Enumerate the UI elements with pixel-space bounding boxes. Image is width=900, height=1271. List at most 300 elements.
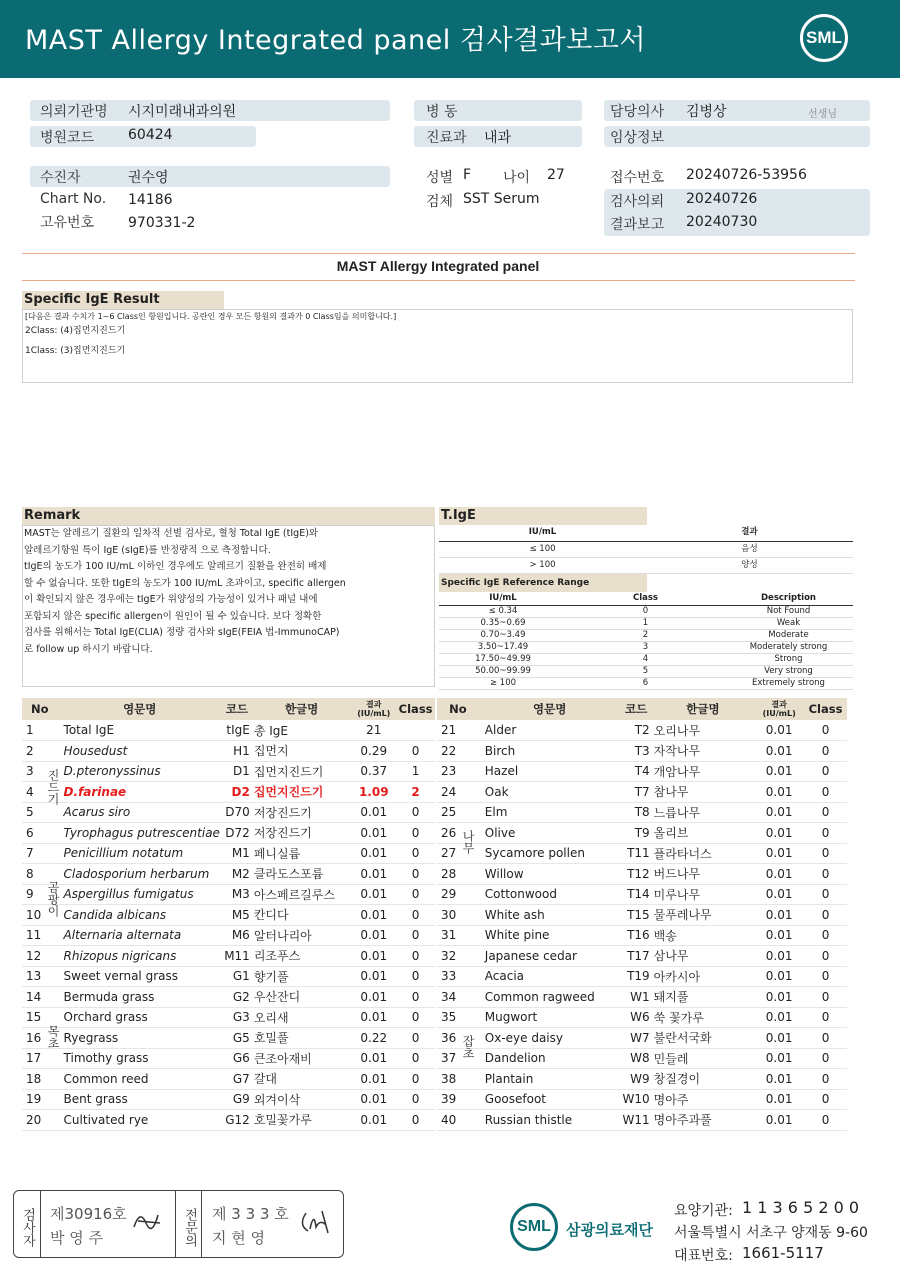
- ref-cell: 6: [567, 677, 724, 689]
- row-code: M11: [222, 946, 252, 967]
- tige-table: [439, 525, 853, 574]
- ref-row: [439, 677, 853, 689]
- results-table-right: [437, 698, 847, 1131]
- results-header-row: [22, 698, 435, 720]
- row-result: 0.01: [754, 1110, 804, 1131]
- ref-cell: 5: [567, 665, 724, 677]
- sign1-no: 제30916호: [50, 1205, 127, 1223]
- row-class: 0: [396, 884, 435, 905]
- hcode-value: 60424: [128, 127, 173, 143]
- remark-text: [24, 526, 346, 658]
- row-result: 0.01: [351, 1007, 396, 1028]
- row-no: 2: [22, 741, 58, 762]
- row-en: Alternaria alternata: [58, 925, 222, 946]
- row-result: 0.01: [754, 1048, 804, 1069]
- dept-value: 내과: [484, 130, 512, 146]
- table-row: [437, 1110, 847, 1131]
- row-en: Elm: [479, 802, 621, 823]
- row-ko: 미루나무: [652, 884, 755, 905]
- row-result: 0.01: [754, 843, 804, 864]
- row-ko: 호밀꽃가루: [252, 1110, 352, 1131]
- row-code: D70: [222, 802, 252, 823]
- row-code: G1: [222, 966, 252, 987]
- row-result: 0.01: [351, 884, 396, 905]
- row-no: 20: [22, 1110, 58, 1131]
- row-ko: 명아주: [652, 1089, 755, 1110]
- row-no: 3: [22, 761, 58, 782]
- sign1-role: 검사자: [20, 1207, 35, 1247]
- table-row: [437, 802, 847, 823]
- row-no: 38: [437, 1069, 479, 1090]
- divider-bottom: [22, 280, 855, 281]
- table-row: [437, 884, 847, 905]
- row-result: 1.09: [351, 782, 396, 803]
- row-en: Mugwort: [479, 1007, 621, 1028]
- row-ko: 저장진드기: [252, 802, 352, 823]
- org-logo: SML: [510, 1203, 558, 1251]
- table-row: [437, 720, 847, 741]
- row-ko: 창질경이: [652, 1069, 755, 1090]
- row-result: 0.01: [351, 823, 396, 844]
- row-result: 0.01: [754, 864, 804, 885]
- row-class: 0: [804, 1110, 847, 1131]
- row-no: 21: [437, 720, 479, 741]
- row-class: 0: [804, 761, 847, 782]
- table-row: [22, 966, 435, 987]
- row-ko: 향기풀: [252, 966, 352, 987]
- row-no: 29: [437, 884, 479, 905]
- row-no: 30: [437, 905, 479, 926]
- table-row: [437, 925, 847, 946]
- specific-line: 1Class: (3)집먼지진드기: [25, 346, 126, 356]
- row-ko: 리조푸스: [252, 946, 352, 967]
- row-code: D2: [222, 782, 252, 803]
- row-result: 0.01: [351, 802, 396, 823]
- row-code: T19: [621, 966, 652, 987]
- ref-cell: 50.00~99.99: [439, 665, 567, 677]
- table-row: [22, 1089, 435, 1110]
- report-value: 20240730: [686, 214, 758, 230]
- row-ko: 삼나무: [652, 946, 755, 967]
- sign2-no: 제 3 3 3 호: [212, 1205, 289, 1223]
- table-row: [22, 884, 435, 905]
- row-no: 10: [22, 905, 58, 926]
- row-ko: 쑥 꽃가루: [652, 1007, 755, 1028]
- row-no: 39: [437, 1089, 479, 1110]
- report-label: 결과보고: [610, 217, 665, 233]
- table-row: [437, 1069, 847, 1090]
- row-class: [396, 720, 435, 741]
- row-class: 0: [396, 905, 435, 926]
- col-no: No: [22, 698, 58, 720]
- row-class: 0: [804, 782, 847, 803]
- row-code: W7: [621, 1028, 652, 1049]
- row-code: M2: [222, 864, 252, 885]
- remark-line: 할 수 없습니다. 또한 tIgE의 농도가 100 IU/mL 초과이고, specific allergen: [24, 577, 346, 589]
- row-no: 22: [437, 741, 479, 762]
- row-en: Ryegrass: [58, 1028, 222, 1049]
- row-result: 0.01: [754, 966, 804, 987]
- row-ko: 총 IgE: [252, 720, 352, 741]
- row-ko: 플라타너스: [652, 843, 755, 864]
- table-row: [22, 1007, 435, 1028]
- col-en: 영문명: [479, 698, 621, 720]
- table-row: [22, 946, 435, 967]
- row-result: 0.37: [351, 761, 396, 782]
- row-no: 4: [22, 782, 58, 803]
- specific-note: [다음은 결과 수치가 1~6 Class인 항원입니다. 공란인 경우 모든 항원의 결과가 0 Class임을 의미합니다.]: [25, 312, 397, 321]
- col-class: Class: [396, 698, 435, 720]
- table-row: [22, 1028, 435, 1049]
- row-code: T4: [621, 761, 652, 782]
- ref-table: [439, 593, 853, 690]
- row-code: T8: [621, 802, 652, 823]
- row-result: 0.01: [351, 966, 396, 987]
- org-name: 삼광의료재단: [566, 1221, 653, 1239]
- row-result: 0.01: [754, 741, 804, 762]
- row-ko: 참나무: [652, 782, 755, 803]
- chart-label: Chart No.: [40, 191, 107, 207]
- group-label: 곰팡이: [46, 881, 60, 917]
- row-code: T14: [621, 884, 652, 905]
- row-en: Ox-eye daisy: [479, 1028, 621, 1049]
- row-class: 0: [396, 946, 435, 967]
- row-code: tIgE: [222, 720, 252, 741]
- group-label: 목초: [46, 1024, 60, 1049]
- ref-row: [439, 665, 853, 677]
- row-en: Common ragweed: [479, 987, 621, 1008]
- row-result: 0.01: [351, 1110, 396, 1131]
- table-row: [22, 905, 435, 926]
- specific-line: 2Class: (4)집먼지진드기: [25, 326, 126, 336]
- address: 서울특별시 서초구 양재동 9-60: [674, 1225, 868, 1241]
- row-ko: 오리나무: [652, 720, 755, 741]
- ref-row: [439, 653, 853, 665]
- row-code: T7: [621, 782, 652, 803]
- row-no: 33: [437, 966, 479, 987]
- sex-label: 성별: [426, 170, 454, 186]
- row-en: Russian thistle: [479, 1110, 621, 1131]
- row-ko: 집먼지진드기: [252, 782, 352, 803]
- patient-label: 수진자: [40, 170, 81, 186]
- remark-line: 검사를 위해서는 Total IgE(CLIA) 정량 검사와 sIgE(FEIA 법-ImmunoCAP): [24, 627, 340, 638]
- row-en: Olive: [479, 823, 621, 844]
- row-result: 0.01: [351, 1069, 396, 1090]
- row-ko: 오리새: [252, 1007, 352, 1028]
- row-ko: 자작나무: [652, 741, 755, 762]
- row-no: 1: [22, 720, 58, 741]
- ref-cell: 4: [567, 653, 724, 665]
- sig-divider: [201, 1190, 202, 1258]
- row-class: 0: [804, 1069, 847, 1090]
- row-code: M1: [222, 843, 252, 864]
- uid-label: 고유번호: [40, 215, 95, 231]
- row-en: Dandelion: [479, 1048, 621, 1069]
- row-class: 0: [804, 925, 847, 946]
- row-ko: 돼지풀: [652, 987, 755, 1008]
- ref-col: Class: [567, 593, 724, 605]
- row-class: 0: [804, 1007, 847, 1028]
- row-result: 0.01: [754, 925, 804, 946]
- row-code: W6: [621, 1007, 652, 1028]
- row-no: 31: [437, 925, 479, 946]
- sml-logo: SML: [800, 14, 848, 62]
- inst-no: 1 1 3 6 5 2 0 0: [742, 1198, 860, 1217]
- row-class: 0: [396, 1028, 435, 1049]
- ref-cell: Extremely strong: [724, 677, 853, 689]
- row-en: Cultivated rye: [58, 1110, 222, 1131]
- row-no: 24: [437, 782, 479, 803]
- group-label: 나무: [461, 829, 475, 854]
- patient-value: 권수영: [128, 170, 169, 186]
- sex-value: F: [463, 167, 472, 183]
- table-row: [22, 823, 435, 844]
- table-row: [437, 843, 847, 864]
- row-ko: 칸디다: [252, 905, 352, 926]
- ref-cell: 3.50~17.49: [439, 641, 567, 653]
- row-code: W9: [621, 1069, 652, 1090]
- row-class: 0: [396, 1069, 435, 1090]
- req-value: 20240726: [686, 191, 758, 207]
- ref-cell: 0.35~0.69: [439, 617, 567, 629]
- row-ko: 큰조아재비: [252, 1048, 352, 1069]
- row-no: 6: [22, 823, 58, 844]
- row-result: 0.22: [351, 1028, 396, 1049]
- ref-cell: Very strong: [724, 665, 853, 677]
- row-code: G2: [222, 987, 252, 1008]
- row-ko: 클라도스포륨: [252, 864, 352, 885]
- row-ko: 저장진드기: [252, 823, 352, 844]
- table-row: [22, 761, 435, 782]
- ref-col: IU/mL: [439, 593, 567, 605]
- row-no: 32: [437, 946, 479, 967]
- table-row: [437, 905, 847, 926]
- ref-cell: Strong: [724, 653, 853, 665]
- row-en: D.farinae: [58, 782, 222, 803]
- remark-line: 알레르기항원 특이 IgE (sIgE)를 반정량적 으로 측정합니다.: [24, 544, 271, 556]
- age-value: 27: [547, 167, 565, 183]
- row-en: Total IgE: [58, 720, 222, 741]
- row-ko: 올리브: [652, 823, 755, 844]
- row-code: G3: [222, 1007, 252, 1028]
- table-row: [437, 782, 847, 803]
- row-ko: 물푸레나무: [652, 905, 755, 926]
- ref-cell: 0.70~3.49: [439, 629, 567, 641]
- row-en: Japanese cedar: [479, 946, 621, 967]
- row-class: 1: [396, 761, 435, 782]
- col-result: 결과 (IU/mL): [351, 698, 396, 720]
- tige-row: [439, 541, 853, 557]
- row-result: 21: [351, 720, 396, 741]
- sign2-name: 지 현 영: [212, 1229, 266, 1247]
- table-row: [22, 782, 435, 803]
- row-no: 16: [22, 1028, 58, 1049]
- row-ko: 외겨이삭: [252, 1089, 352, 1110]
- row-en: Sweet vernal grass: [58, 966, 222, 987]
- row-no: 26: [437, 823, 479, 844]
- ref-cell: Weak: [724, 617, 853, 629]
- ref-row: [439, 605, 853, 617]
- row-result: 0.29: [351, 741, 396, 762]
- age-label: 나이: [503, 170, 531, 186]
- row-code: G9: [222, 1089, 252, 1110]
- row-code: T2: [621, 720, 652, 741]
- row-ko: 우산잔디: [252, 987, 352, 1008]
- row-ko: 아스페르길루스: [252, 884, 352, 905]
- col-code: 코드: [222, 698, 252, 720]
- table-row: [22, 987, 435, 1008]
- col-ko: 한글명: [252, 698, 352, 720]
- remark-line: MAST는 알레르기 질환의 일차적 선별 검사로, 혈청 Total IgE (tIgE)와: [24, 528, 319, 539]
- table-row: [437, 966, 847, 987]
- table-row: [22, 1110, 435, 1131]
- row-ko: 느릅나무: [652, 802, 755, 823]
- row-result: 0.01: [351, 864, 396, 885]
- row-class: 0: [396, 864, 435, 885]
- row-code: T12: [621, 864, 652, 885]
- row-en: Plantain: [479, 1069, 621, 1090]
- sign2-role: 전문의: [182, 1207, 197, 1247]
- row-ko: 민들레: [652, 1048, 755, 1069]
- results-header-row: [437, 698, 847, 720]
- table-row: [22, 1048, 435, 1069]
- row-no: 28: [437, 864, 479, 885]
- row-result: 0.01: [351, 1089, 396, 1110]
- signature-1-icon: [130, 1205, 166, 1235]
- receipt-label: 접수번호: [610, 170, 665, 186]
- row-code: W1: [621, 987, 652, 1008]
- ref-cell: ≤ 0.34: [439, 605, 567, 617]
- receipt-value: 20240726-53956: [686, 167, 807, 183]
- row-code: G5: [222, 1028, 252, 1049]
- table-row: [437, 761, 847, 782]
- row-en: Bent grass: [58, 1089, 222, 1110]
- row-class: 2: [396, 782, 435, 803]
- row-class: 0: [396, 1048, 435, 1069]
- row-class: 0: [804, 843, 847, 864]
- row-no: 23: [437, 761, 479, 782]
- row-en: Willow: [479, 864, 621, 885]
- ref-cell: Not Found: [724, 605, 853, 617]
- row-result: 0.01: [754, 1007, 804, 1028]
- row-result: 0.01: [351, 925, 396, 946]
- row-ko: 알터나리아: [252, 925, 352, 946]
- row-code: T3: [621, 741, 652, 762]
- row-code: G6: [222, 1048, 252, 1069]
- row-en: Birch: [479, 741, 621, 762]
- row-en: Tyrophagus putrescentiae: [58, 823, 222, 844]
- row-ko: 갈대: [252, 1069, 352, 1090]
- table-row: [437, 946, 847, 967]
- ref-header-row: [439, 593, 853, 605]
- doctor-value: 김병상: [686, 104, 727, 120]
- patient-row: [30, 166, 390, 187]
- ref-cell: Moderate: [724, 629, 853, 641]
- row-code: M3: [222, 884, 252, 905]
- sig-divider: [175, 1190, 176, 1258]
- ref-cell: ≥ 100: [439, 677, 567, 689]
- tige-cell: 양성: [646, 557, 853, 573]
- remark-line: 이 확인되지 않은 경우에는 tIgE가 위양성의 가능성이 있거나 패널 내에: [24, 594, 318, 605]
- tige-cell: ≤ 100: [439, 541, 646, 557]
- sig-divider: [40, 1190, 41, 1258]
- row-code: T9: [621, 823, 652, 844]
- row-no: 14: [22, 987, 58, 1008]
- row-class: 0: [804, 966, 847, 987]
- row-class: 0: [804, 720, 847, 741]
- uid-value: 970331-2: [128, 215, 196, 231]
- tel-label: 대표번호:: [674, 1248, 733, 1264]
- row-no: 19: [22, 1089, 58, 1110]
- row-class: 0: [804, 802, 847, 823]
- row-result: 0.01: [754, 761, 804, 782]
- tige-row: [439, 557, 853, 573]
- row-result: 0.01: [351, 1048, 396, 1069]
- row-ko: 집먼지진드기: [252, 761, 352, 782]
- group-label: 잡초: [461, 1035, 475, 1059]
- col-code: 코드: [621, 698, 652, 720]
- row-ko: 백송: [652, 925, 755, 946]
- ref-cell: 3: [567, 641, 724, 653]
- row-class: 0: [804, 1089, 847, 1110]
- row-en: White pine: [479, 925, 621, 946]
- table-row: [22, 843, 435, 864]
- ref-head: Specific IgE Reference Range: [439, 574, 647, 592]
- row-ko: 버드나무: [652, 864, 755, 885]
- hospital-value: 시지미래내과의원: [128, 104, 237, 120]
- row-no: 15: [22, 1007, 58, 1028]
- table-row: [437, 823, 847, 844]
- row-en: Hazel: [479, 761, 621, 782]
- ref-cell: Moderately strong: [724, 641, 853, 653]
- row-en: Housedust: [58, 741, 222, 762]
- specimen-label: 검체: [426, 194, 454, 210]
- row-class: 0: [804, 1028, 847, 1049]
- row-result: 0.01: [351, 843, 396, 864]
- row-no: 8: [22, 864, 58, 885]
- row-en: Cottonwood: [479, 884, 621, 905]
- ref-cell: 1: [567, 617, 724, 629]
- table-row: [22, 741, 435, 762]
- row-en: Rhizopus nigricans: [58, 946, 222, 967]
- row-result: 0.01: [754, 987, 804, 1008]
- table-row: [22, 925, 435, 946]
- row-code: T15: [621, 905, 652, 926]
- tige-col: IU/mL: [439, 525, 646, 541]
- row-en: Orchard grass: [58, 1007, 222, 1028]
- col-ko: 한글명: [652, 698, 755, 720]
- row-class: 0: [396, 741, 435, 762]
- row-en: Bermuda grass: [58, 987, 222, 1008]
- ref-cell: 0: [567, 605, 724, 617]
- group-label: 진드기: [46, 768, 60, 805]
- row-result: 0.01: [754, 1028, 804, 1049]
- row-ko: 호밀풀: [252, 1028, 352, 1049]
- row-result: 0.01: [754, 946, 804, 967]
- row-en: Alder: [479, 720, 621, 741]
- table-row: [437, 1007, 847, 1028]
- row-code: W10: [621, 1089, 652, 1110]
- row-no: 34: [437, 987, 479, 1008]
- col-class: Class: [804, 698, 847, 720]
- row-no: 12: [22, 946, 58, 967]
- row-en: Timothy grass: [58, 1048, 222, 1069]
- row-result: 0.01: [754, 905, 804, 926]
- col-no: No: [437, 698, 479, 720]
- ref-row: [439, 641, 853, 653]
- report-title: MAST Allergy Integrated panel 검사결과보고서: [25, 25, 646, 56]
- row-en: Goosefoot: [479, 1089, 621, 1110]
